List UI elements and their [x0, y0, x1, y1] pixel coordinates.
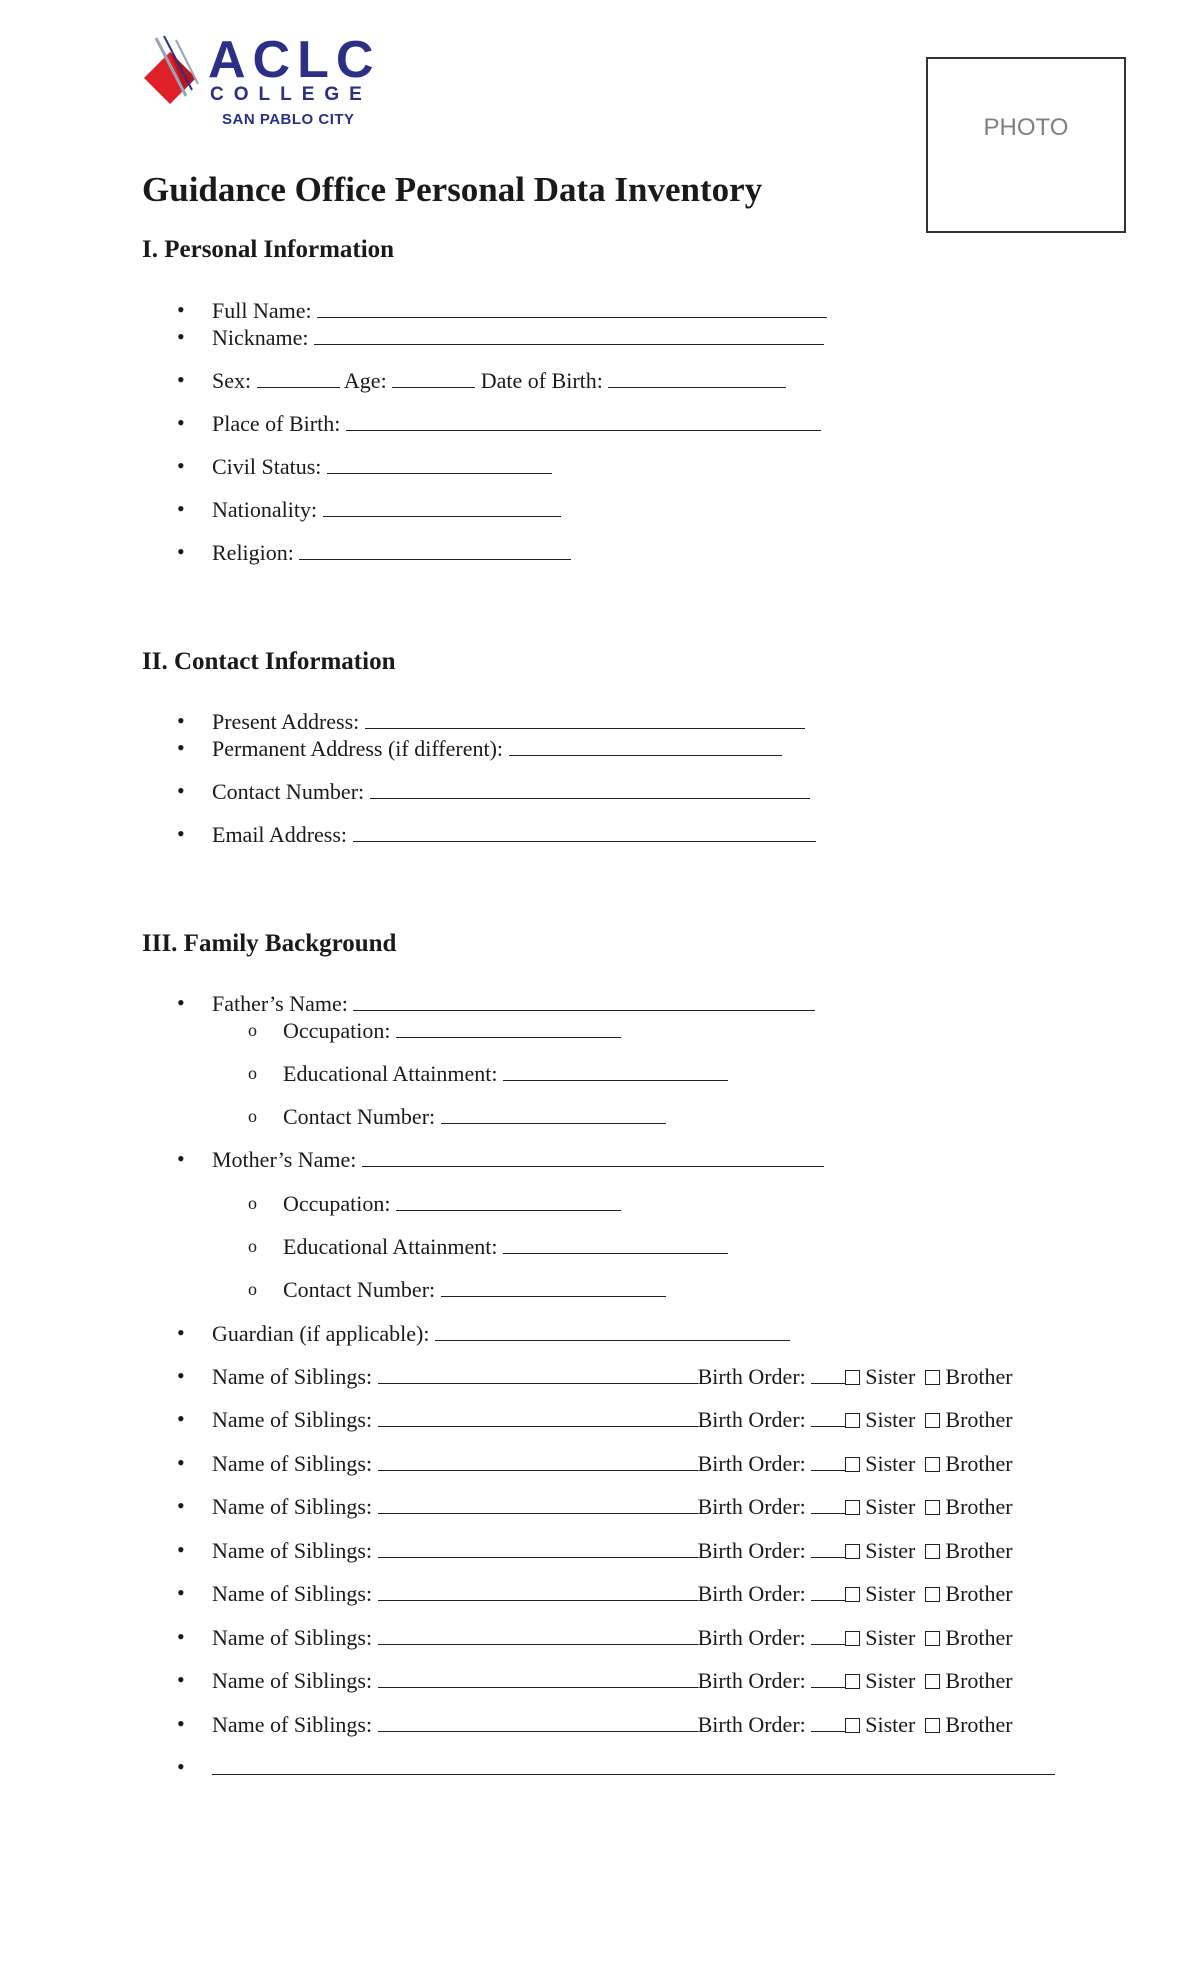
civil-status-row	[177, 452, 552, 481]
bullet: •	[177, 1363, 185, 1388]
sub-bullet: o	[248, 1236, 257, 1256]
email-label: Email Address:	[212, 822, 348, 847]
bullet: •	[177, 1493, 185, 1518]
logo-college-text: COLLEGE	[210, 84, 372, 105]
father-name-label: Father’s Name:	[212, 991, 348, 1016]
sex-label: Sex:	[212, 368, 252, 393]
father-education-row	[248, 1059, 728, 1088]
sister-checkbox[interactable]	[845, 1500, 860, 1515]
mother-occupation-field[interactable]	[396, 1189, 621, 1211]
dob-field[interactable]	[608, 366, 786, 388]
birth-order-label: Birth Order:	[697, 1625, 806, 1650]
nationality-row	[177, 495, 561, 524]
bullet: •	[177, 778, 185, 803]
sister-checkbox[interactable]	[845, 1718, 860, 1733]
place-of-birth-field[interactable]	[346, 409, 821, 431]
email-row	[177, 820, 816, 849]
bullet: •	[177, 1406, 185, 1431]
full-name-label: Full Name:	[212, 298, 312, 323]
sibling-name-field[interactable]	[378, 1492, 698, 1514]
mother-education-label: Educational Attainment:	[283, 1234, 498, 1259]
sister-checkbox[interactable]	[845, 1413, 860, 1428]
birth-order-field[interactable]	[811, 1405, 845, 1427]
birth-order-field[interactable]	[811, 1449, 845, 1471]
sub-bullet: o	[248, 1020, 257, 1040]
mother-occupation-label: Occupation:	[283, 1191, 391, 1216]
bullet: •	[177, 1754, 185, 1779]
birth-order-label: Birth Order:	[697, 1494, 806, 1519]
mother-name-field[interactable]	[362, 1145, 824, 1167]
brother-checkbox[interactable]	[925, 1544, 940, 1559]
birth-order-label: Birth Order:	[697, 1538, 806, 1563]
photo-label: PHOTO	[983, 114, 1069, 141]
bullet: •	[177, 410, 185, 435]
birth-order-field[interactable]	[811, 1536, 845, 1558]
birth-order-field[interactable]	[811, 1362, 845, 1384]
bullet: •	[177, 735, 185, 760]
sister-checkbox[interactable]	[845, 1370, 860, 1385]
sex-field[interactable]	[257, 366, 340, 388]
brother-checkbox[interactable]	[925, 1718, 940, 1733]
sibling-name-field[interactable]	[378, 1405, 698, 1427]
sibling-row-1	[177, 1362, 1013, 1391]
present-address-row	[177, 707, 805, 736]
contact-number-field[interactable]	[370, 777, 810, 799]
birth-order-field[interactable]	[811, 1579, 845, 1601]
brother-checkbox[interactable]	[925, 1370, 940, 1385]
present-address-field[interactable]	[365, 707, 805, 729]
sister-checkbox[interactable]	[845, 1544, 860, 1559]
bullet: •	[177, 1667, 185, 1692]
logo-emblem-icon	[138, 34, 210, 116]
sibling-name-field[interactable]	[378, 1449, 698, 1471]
sibling-row-3	[177, 1449, 1013, 1478]
brother-label: Brother	[945, 1581, 1013, 1606]
brother-checkbox[interactable]	[925, 1413, 940, 1428]
sibling-name-label: Name of Siblings:	[212, 1625, 373, 1650]
sibling-name-field[interactable]	[378, 1579, 698, 1601]
section-heading-family-background: III. Family Background	[142, 930, 397, 957]
brother-checkbox[interactable]	[925, 1587, 940, 1602]
birth-order-label: Birth Order:	[697, 1668, 806, 1693]
email-field[interactable]	[353, 820, 816, 842]
bullet: •	[177, 1320, 185, 1345]
sister-checkbox[interactable]	[845, 1587, 860, 1602]
dob-label: Date of Birth:	[480, 368, 603, 393]
sister-label: Sister	[865, 1712, 916, 1737]
bullet: •	[177, 1624, 185, 1649]
sibling-name-label: Name of Siblings:	[212, 1364, 373, 1389]
sibling-name-label: Name of Siblings:	[212, 1407, 373, 1432]
section-heading-contact-information: II. Contact Information	[142, 648, 396, 675]
page-title: Guidance Office Personal Data Inventory	[142, 170, 763, 209]
father-occupation-row	[248, 1016, 621, 1045]
sibling-row-9	[177, 1710, 1013, 1739]
mother-education-field[interactable]	[503, 1232, 728, 1254]
guardian-label: Guardian (if applicable):	[212, 1321, 430, 1346]
mother-occupation-row	[248, 1189, 621, 1218]
nickname-field[interactable]	[314, 323, 824, 345]
bullet: •	[177, 1537, 185, 1562]
sibling-name-label: Name of Siblings:	[212, 1451, 373, 1476]
father-contact-row	[248, 1102, 666, 1131]
full-name-row	[177, 296, 827, 325]
bullet: •	[177, 1711, 185, 1736]
nationality-field[interactable]	[323, 495, 561, 517]
brother-label: Brother	[945, 1625, 1013, 1650]
permanent-address-label: Permanent Address (if different):	[212, 736, 504, 761]
bullet: •	[177, 496, 185, 521]
sibling-name-field[interactable]	[378, 1623, 698, 1645]
brother-checkbox[interactable]	[925, 1674, 940, 1689]
guardian-field[interactable]	[435, 1319, 790, 1341]
sibling-name-field[interactable]	[378, 1362, 698, 1384]
bullet: •	[177, 297, 185, 322]
birth-order-label: Birth Order:	[697, 1407, 806, 1432]
father-education-field[interactable]	[503, 1059, 728, 1081]
bullet: •	[177, 990, 185, 1015]
birth-order-label: Birth Order:	[697, 1581, 806, 1606]
birth-order-field[interactable]	[811, 1666, 845, 1688]
sibling-row-7	[177, 1623, 1013, 1652]
birth-order-label: Birth Order:	[697, 1712, 806, 1737]
contact-number-row	[177, 777, 810, 806]
sister-label: Sister	[865, 1494, 916, 1519]
brother-label: Brother	[945, 1538, 1013, 1563]
sister-checkbox[interactable]	[845, 1631, 860, 1646]
father-name-row	[177, 989, 815, 1018]
sibling-name-field[interactable]	[378, 1666, 698, 1688]
nickname-row	[177, 323, 824, 352]
sibling-name-label: Name of Siblings:	[212, 1668, 373, 1693]
sister-label: Sister	[865, 1581, 916, 1606]
mother-contact-label: Contact Number:	[283, 1277, 436, 1302]
guardian-row	[177, 1319, 790, 1348]
bullet: •	[177, 708, 185, 733]
sibling-name-label: Name of Siblings:	[212, 1712, 373, 1737]
birth-order-field[interactable]	[811, 1623, 845, 1645]
blank-line-field[interactable]	[212, 1753, 1055, 1775]
sibling-name-label: Name of Siblings:	[212, 1494, 373, 1519]
religion-field[interactable]	[299, 538, 571, 560]
father-contact-field[interactable]	[441, 1102, 666, 1124]
sibling-name-field[interactable]	[378, 1710, 698, 1732]
father-occupation-label: Occupation:	[283, 1018, 391, 1043]
brother-label: Brother	[945, 1494, 1013, 1519]
religion-row	[177, 538, 571, 567]
birth-order-label: Birth Order:	[697, 1364, 806, 1389]
place-of-birth-row	[177, 409, 821, 438]
aclc-logo	[138, 31, 381, 132]
birth-order-field[interactable]	[811, 1492, 845, 1514]
bullet: •	[177, 821, 185, 846]
logo-city-text: SAN PABLO CITY	[222, 111, 355, 128]
sibling-row-4	[177, 1492, 1013, 1521]
contact-number-label: Contact Number:	[212, 779, 365, 804]
sibling-name-label: Name of Siblings:	[212, 1538, 373, 1563]
sister-label: Sister	[865, 1668, 916, 1693]
sibling-row-5	[177, 1536, 1013, 1565]
mother-name-row	[177, 1145, 824, 1174]
sister-label: Sister	[865, 1364, 916, 1389]
sister-checkbox[interactable]	[845, 1457, 860, 1472]
sister-label: Sister	[865, 1407, 916, 1432]
sub-bullet: o	[248, 1063, 257, 1083]
photo-box[interactable]	[926, 57, 1126, 233]
logo-brand-text: ACLC	[208, 31, 381, 89]
permanent-address-row	[177, 734, 782, 763]
nationality-label: Nationality:	[212, 497, 318, 522]
section-heading-personal-information: I. Personal Information	[142, 236, 395, 263]
mother-contact-field[interactable]	[441, 1275, 666, 1297]
sister-label: Sister	[865, 1538, 916, 1563]
permanent-address-field[interactable]	[509, 734, 782, 756]
age-field[interactable]	[392, 366, 475, 388]
sister-label: Sister	[865, 1625, 916, 1650]
father-occupation-field[interactable]	[396, 1016, 621, 1038]
brother-checkbox[interactable]	[925, 1631, 940, 1646]
sibling-row-2	[177, 1405, 1013, 1434]
sibling-name-field[interactable]	[378, 1536, 698, 1558]
blank-row	[177, 1753, 1055, 1782]
bullet: •	[177, 367, 185, 392]
birth-order-label: Birth Order:	[697, 1451, 806, 1476]
full-name-field[interactable]	[317, 296, 827, 318]
sibling-row-8	[177, 1666, 1013, 1695]
brother-label: Brother	[945, 1668, 1013, 1693]
bullet: •	[177, 1580, 185, 1605]
religion-label: Religion:	[212, 540, 294, 565]
age-label: Age:	[343, 368, 387, 393]
sub-bullet: o	[248, 1106, 257, 1126]
father-name-field[interactable]	[353, 989, 815, 1011]
brother-label: Brother	[945, 1364, 1013, 1389]
brother-checkbox[interactable]	[925, 1500, 940, 1515]
present-address-label: Present Address:	[212, 709, 360, 734]
brother-checkbox[interactable]	[925, 1457, 940, 1472]
mother-contact-row	[248, 1275, 666, 1304]
birth-order-field[interactable]	[811, 1710, 845, 1732]
civil-status-label: Civil Status:	[212, 454, 322, 479]
civil-status-field[interactable]	[327, 452, 552, 474]
bullet: •	[177, 539, 185, 564]
sibling-row-6	[177, 1579, 1013, 1608]
nickname-label: Nickname:	[212, 325, 309, 350]
sister-label: Sister	[865, 1451, 916, 1476]
bullet: •	[177, 1146, 185, 1171]
sub-bullet: o	[248, 1193, 257, 1213]
brother-label: Brother	[945, 1407, 1013, 1432]
sibling-name-label: Name of Siblings:	[212, 1581, 373, 1606]
bullet: •	[177, 1450, 185, 1475]
bullet: •	[177, 324, 185, 349]
bullet: •	[177, 453, 185, 478]
mother-education-row	[248, 1232, 728, 1261]
brother-label: Brother	[945, 1712, 1013, 1737]
sub-bullet: o	[248, 1279, 257, 1299]
father-contact-label: Contact Number:	[283, 1104, 436, 1129]
mother-name-label: Mother’s Name:	[212, 1147, 357, 1172]
sex-age-dob-row	[177, 366, 786, 395]
brother-label: Brother	[945, 1451, 1013, 1476]
sister-checkbox[interactable]	[845, 1674, 860, 1689]
father-education-label: Educational Attainment:	[283, 1061, 498, 1086]
place-of-birth-label: Place of Birth:	[212, 411, 341, 436]
